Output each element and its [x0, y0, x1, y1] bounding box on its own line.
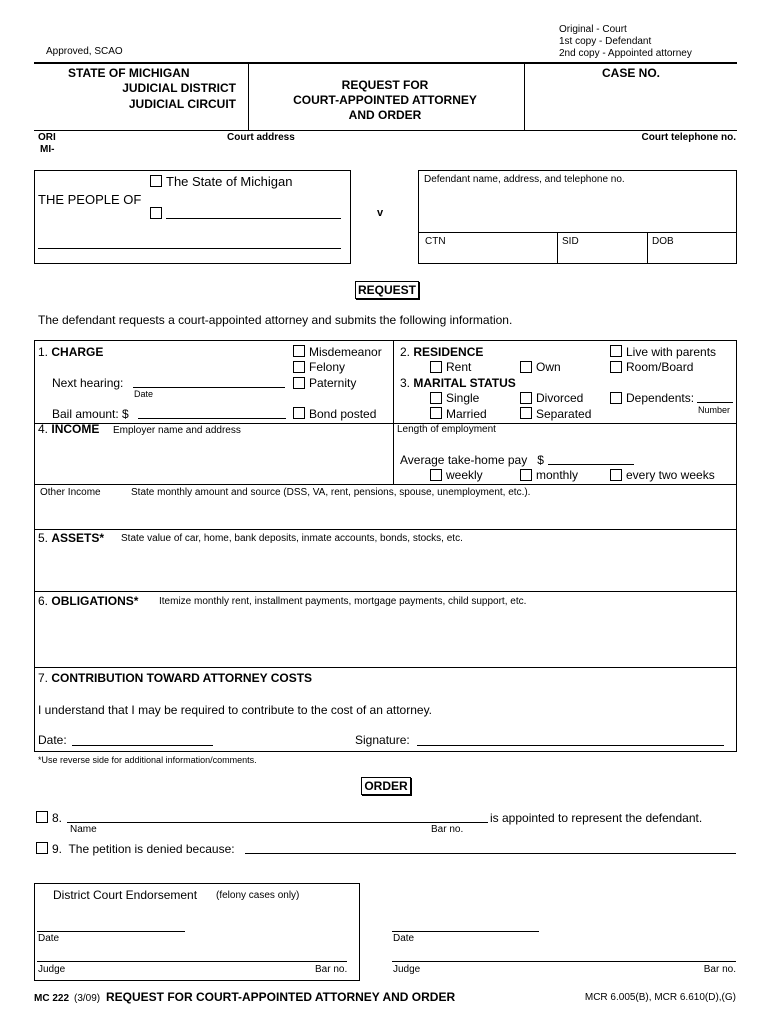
item-number: 1.	[38, 345, 49, 359]
bail-field[interactable]	[138, 418, 286, 419]
order-heading: ORDER	[361, 777, 411, 795]
request-heading: REQUEST	[355, 281, 419, 299]
state-of-michigan-checkbox[interactable]	[150, 175, 162, 187]
charge-title: CHARGE	[51, 345, 104, 359]
footer-title: REQUEST FOR COURT-APPOINTED ATTORNEY AND ORDER	[106, 990, 456, 1004]
name-caption: Name	[70, 824, 97, 835]
endorsement-bar-caption: Bar no.	[315, 964, 348, 975]
divider	[647, 232, 648, 264]
header-bottom-rule	[34, 130, 737, 131]
signature-field[interactable]	[417, 745, 724, 746]
misdemeanor-label: Misdemeanor	[309, 345, 382, 359]
title-line: REQUEST FOR	[341, 78, 429, 92]
dependents-field[interactable]	[697, 402, 733, 403]
title-line: COURT-APPOINTED ATTORNEY	[293, 93, 477, 107]
item-number: 3.	[400, 376, 411, 390]
felony-label: Felony	[309, 360, 346, 374]
live-with-parents-checkbox[interactable]	[610, 345, 622, 357]
bond-posted-checkbox[interactable]	[293, 407, 305, 419]
contribution-date-label: Date:	[38, 733, 67, 747]
every-two-weeks-checkbox[interactable]	[610, 469, 622, 481]
item-number: 2.	[400, 345, 411, 359]
appointed-label: is appointed to represent the defendant.	[490, 811, 703, 825]
assets-hint: State value of car, home, bank deposits, inmate accounts, bonds, stocks, etc.	[121, 533, 463, 544]
live-with-parents-label: Live with parents	[626, 345, 717, 359]
every-two-weeks-label: every two weeks	[626, 468, 715, 482]
avg-pay-field[interactable]	[548, 464, 634, 465]
appointed-attorney-field[interactable]	[67, 822, 488, 823]
row-rule	[34, 529, 737, 530]
row-rule	[34, 423, 737, 424]
contribution-date-field[interactable]	[72, 745, 213, 746]
single-checkbox[interactable]	[430, 392, 442, 404]
married-checkbox[interactable]	[430, 407, 442, 419]
contribution-title: CONTRIBUTION TOWARD ATTORNEY COSTS	[51, 671, 313, 685]
employer-label: Employer name and address	[113, 425, 241, 436]
divider	[248, 63, 249, 130]
bail-label: Bail amount: $	[52, 407, 129, 421]
court-rules: MCR 6.005(B), MCR 6.610(D),(G)	[584, 992, 736, 1003]
paternity-checkbox[interactable]	[293, 377, 305, 389]
income-title: INCOME	[51, 422, 100, 436]
signoff-date-caption: Date	[393, 933, 415, 944]
case-no-label: CASE NO.	[601, 66, 660, 80]
divider	[393, 423, 394, 484]
single-label: Single	[446, 391, 480, 405]
endorsement-date-field[interactable]	[37, 931, 185, 932]
next-hearing-field[interactable]	[133, 387, 285, 388]
reverse-note: *Use reverse side for additional information/comments.	[38, 755, 257, 765]
request-intro: The defendant requests a court-appointed attorney and submits the following information.	[38, 313, 513, 327]
item9-label: 9. The petition is denied because:	[52, 842, 235, 856]
date-caption: Date	[134, 389, 154, 399]
form-number: MC 222	[34, 993, 70, 1004]
weekly-checkbox[interactable]	[430, 469, 442, 481]
district-label: JUDICIAL DISTRICT	[122, 81, 236, 95]
signoff-judge-caption: Judge	[393, 964, 421, 975]
married-label: Married	[446, 407, 487, 421]
state-of-michigan-label: The State of Michigan	[166, 174, 293, 189]
assets-title: ASSETS*	[51, 531, 105, 545]
own-checkbox[interactable]	[520, 361, 532, 373]
felony-checkbox[interactable]	[293, 361, 305, 373]
bond-posted-label: Bond posted	[309, 407, 377, 421]
divider	[524, 63, 525, 130]
contribution-statement: I understand that I may be required to contribute to the cost of an attorney.	[38, 703, 433, 717]
form-title	[250, 78, 520, 123]
dob-label: DOB	[652, 236, 674, 247]
monthly-label: monthly	[536, 468, 579, 482]
signature-label: Signature:	[355, 733, 410, 747]
item-number: 6.	[38, 594, 49, 608]
paternity-label: Paternity	[309, 376, 357, 390]
endorsement-title: District Court Endorsement	[53, 888, 198, 902]
copy-distribution	[559, 24, 692, 60]
residence-title: RESIDENCE	[413, 345, 484, 359]
separated-checkbox[interactable]	[520, 407, 532, 419]
length-employment-label: Length of employment	[397, 424, 496, 435]
copy-line: 1st copy - Defendant	[559, 36, 652, 47]
signoff-bar-caption: Bar no.	[703, 964, 736, 975]
endorsement-judge-field[interactable]	[37, 961, 347, 962]
form-revision: (3/09)	[74, 993, 101, 1004]
divider	[393, 340, 394, 423]
room-board-checkbox[interactable]	[610, 361, 622, 373]
obligations-title: OBLIGATIONS*	[51, 594, 139, 608]
rent-label: Rent	[446, 360, 472, 374]
other-plaintiff-field[interactable]	[166, 218, 341, 219]
state-monthly-label: State monthly amount and source (DSS, VA, rent, pensions, spouse, unemployment, etc.).	[131, 487, 531, 498]
separated-label: Separated	[536, 407, 592, 421]
court-address-label: Court address	[227, 132, 295, 143]
residence-heading	[400, 345, 483, 359]
item-number: 5.	[38, 531, 49, 545]
bar-no-caption: Bar no.	[431, 824, 464, 835]
item-number: 7.	[38, 671, 49, 685]
felony-note: (felony cases only)	[216, 890, 300, 901]
signoff-judge-field[interactable]	[392, 961, 736, 962]
endorsement-judge-caption: Judge	[38, 964, 66, 975]
room-board-label: Room/Board	[626, 360, 694, 374]
charge-heading	[38, 345, 103, 359]
plaintiff-extra-field[interactable]	[38, 248, 341, 249]
people-of-label: THE PEOPLE OF	[38, 192, 142, 207]
own-label: Own	[536, 360, 561, 374]
item-number: 4.	[38, 422, 49, 436]
assets-heading	[38, 531, 104, 545]
court-phone-label: Court telephone no.	[641, 132, 736, 143]
versus-label: v	[377, 207, 384, 219]
ori-label: ORI	[38, 132, 56, 143]
contribution-heading	[38, 671, 312, 685]
marital-title: MARITAL STATUS	[413, 376, 516, 390]
divorced-label: Divorced	[536, 391, 584, 405]
row-rule	[34, 591, 737, 592]
item9-checkbox[interactable]	[36, 842, 48, 854]
weekly-label: weekly	[446, 468, 483, 482]
misdemeanor-checkbox[interactable]	[293, 345, 305, 357]
copy-line: 2nd copy - Appointed attorney	[559, 48, 692, 59]
approved-label: Approved, SCAO	[46, 46, 123, 57]
obligations-heading	[38, 594, 138, 608]
number-caption: Number	[698, 405, 731, 415]
divider	[557, 232, 558, 264]
title-line: AND ORDER	[348, 108, 422, 122]
item8-checkbox[interactable]	[36, 811, 48, 823]
endorsement-date-caption: Date	[38, 933, 60, 944]
state-label: STATE OF MICHIGAN	[68, 66, 190, 80]
income-heading	[38, 422, 99, 436]
item8-number: 8.	[52, 811, 63, 825]
next-hearing-label: Next hearing:	[52, 376, 124, 390]
defendant-rule	[418, 232, 737, 233]
circuit-label: JUDICIAL CIRCUIT	[128, 97, 236, 111]
other-plaintiff-checkbox[interactable]	[150, 207, 162, 219]
mi-label: MI-	[40, 144, 55, 155]
sid-label: SID	[562, 236, 579, 247]
avg-pay-label: Average take-home pay $	[400, 453, 544, 467]
marital-heading	[400, 376, 516, 390]
denied-reason-field[interactable]	[245, 853, 736, 854]
dependents-label: Dependents:	[626, 391, 695, 405]
obligations-hint: Itemize monthly rent, installment payments, mortgage payments, child support, etc.	[159, 596, 527, 607]
divorced-checkbox[interactable]	[520, 392, 532, 404]
dependents-checkbox[interactable]	[610, 392, 622, 404]
copy-line: Original - Court	[559, 24, 627, 35]
row-rule	[34, 667, 737, 668]
ctn-label: CTN	[425, 236, 446, 247]
defendant-info-label: Defendant name, address, and telephone no.	[424, 174, 625, 185]
header-rule	[34, 62, 737, 64]
other-income-label: Other Income	[40, 487, 101, 498]
rent-checkbox[interactable]	[430, 361, 442, 373]
signoff-date-field[interactable]	[392, 931, 539, 932]
monthly-checkbox[interactable]	[520, 469, 532, 481]
row-rule	[34, 484, 737, 485]
